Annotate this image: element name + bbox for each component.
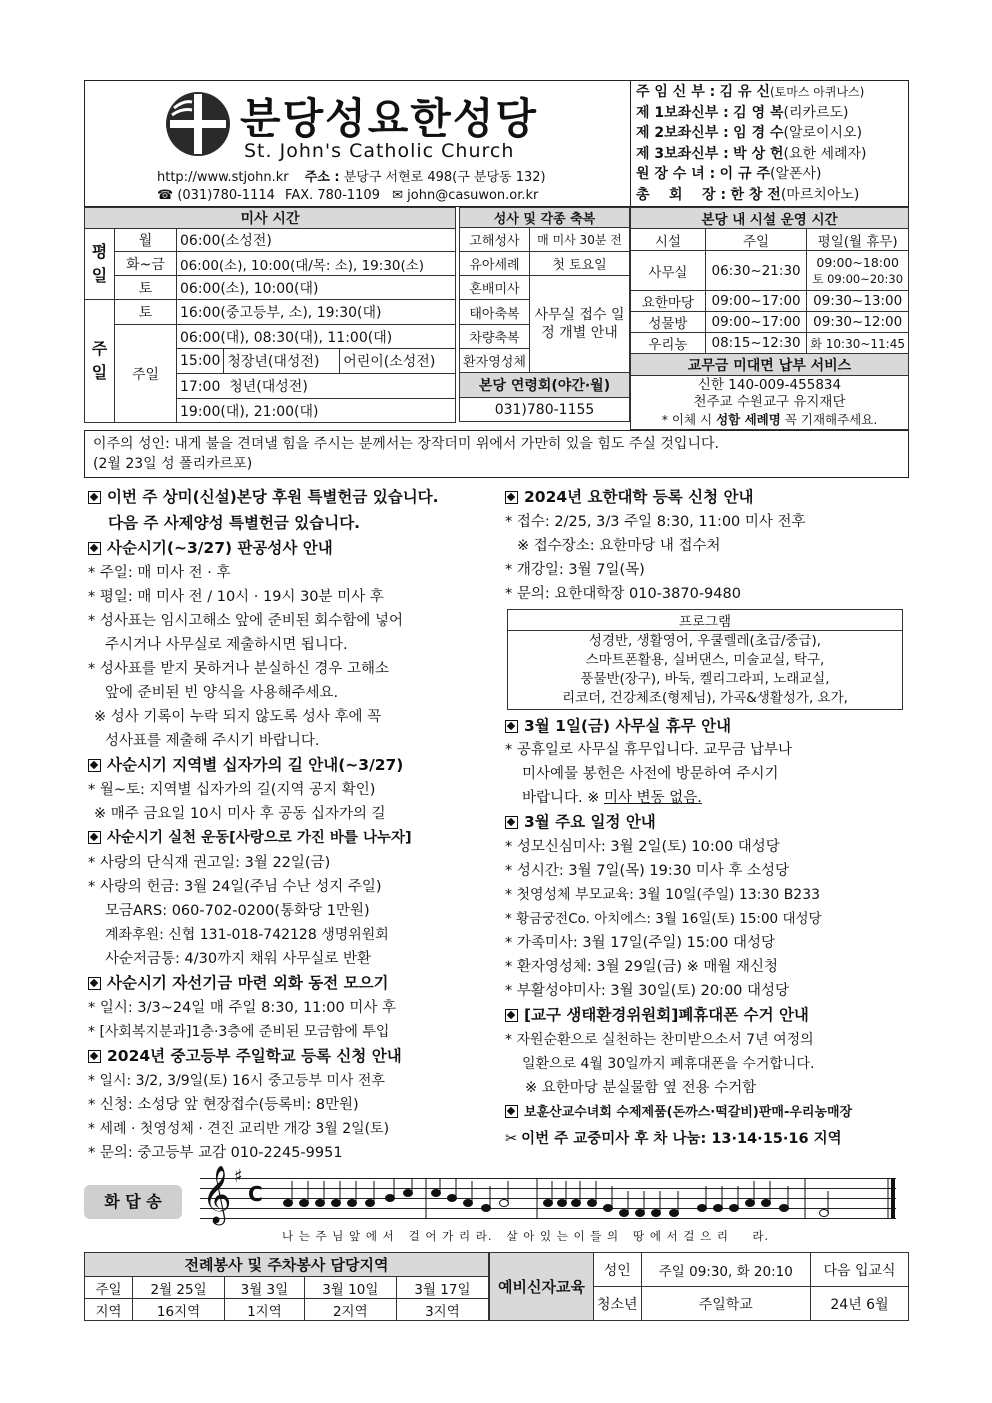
notice-item: 일환으로 4월 30일까지 폐휴대폰을 수거합니다.: [522, 1056, 815, 1072]
facility-header: 시설: [631, 229, 706, 251]
email-link[interactable]: john@casuwon.or.kr: [407, 188, 539, 203]
sacrament-time: 매 미사 30분 전: [530, 228, 630, 252]
notice-item: * [사회복지분과]1층·3층에 준비된 모금함에 투입: [88, 1024, 390, 1040]
mass-day: 토: [115, 300, 177, 325]
notice-heading: 2024년 중고등부 주일학교 등록 신청 안내: [88, 1044, 483, 1069]
donation-note: * 이체 시 성함 세례명 꼭 기재해주세요.: [661, 412, 878, 427]
mass-time: 19:00(대), 21:00(대): [177, 399, 456, 423]
contact-line-2: [157, 188, 538, 203]
notice-item: * 첫영성체 부모교육: 3월 10일(주일) 13:30 B233: [505, 887, 821, 903]
duty-area: 16지역: [133, 1299, 225, 1321]
music-note-icon: [730, 1205, 739, 1212]
music-note-icon: [448, 1195, 457, 1202]
notice-item: 바랍니다. ※ 미사 변동 없음.: [522, 790, 702, 806]
facility-hours: 06:30~21:30: [705, 251, 807, 291]
duty-date: 3월 3일: [225, 1277, 305, 1299]
phone: (031)780-1114: [177, 188, 275, 203]
phone-icon: ☎: [157, 188, 174, 203]
mail-icon: ✉: [392, 188, 404, 203]
notice-item: 앞에 준비된 빈 양식을 사용해주세요.: [105, 685, 339, 701]
music-note-icon: [572, 1200, 581, 1207]
website-link[interactable]: http://www.stjohn.kr: [157, 170, 289, 185]
donation-holder: 천주교 수원교구 유지재단: [693, 394, 846, 410]
duty-date: 2월 25일: [133, 1277, 225, 1299]
music-note-icon: [780, 1205, 789, 1212]
notice-icon: [88, 491, 101, 504]
music-note-icon: [284, 1200, 293, 1207]
catechumen-label: 예비신자교육: [490, 1253, 594, 1321]
facility-name: 우리농: [631, 333, 706, 354]
notice-heading: 2024년 요한대학 등록 신청 안내: [505, 484, 905, 510]
clergy-row: 원 장 수 녀 : 이 규 주(알폰사): [636, 166, 822, 182]
catechumen-group: 성인: [594, 1253, 642, 1287]
music-note-icon: [432, 1190, 441, 1197]
contact-line-1: [157, 166, 546, 185]
duty-area: 3지역: [396, 1299, 488, 1321]
notice-heading: 3월 주요 일정 안내: [505, 810, 905, 835]
church-title: 분당성요한성당: [240, 94, 539, 143]
music-note-icon: [366, 1200, 375, 1207]
facility-header: 주일: [705, 229, 807, 251]
notice-icon: [88, 542, 101, 555]
mass-time: 06:00(소), 10:00(대): [177, 276, 456, 300]
duty-date: 3월 17일: [396, 1277, 488, 1299]
notice-item: * 월~토: 지역별 십자가의 길(지역 공지 확인): [88, 782, 376, 798]
mass-title: 미사 시간: [85, 208, 456, 229]
notice-icon: [88, 1050, 101, 1063]
music-note-icon: [762, 1200, 771, 1207]
notice-item: * 주일: 매 미사 전 · 후: [88, 565, 231, 581]
notice-item: * 성시간: 3월 7일(목) 19:30 미사 후 소성당: [505, 863, 790, 879]
program-table: [507, 609, 903, 710]
mass-time: 17:00 청년(대성전): [177, 374, 456, 399]
music-note-icon: [544, 1200, 553, 1207]
notice-item: ※ 요한마당 분실물함 옆 전용 수거함: [525, 1080, 757, 1096]
clergy-list: [636, 82, 867, 205]
saint-quote: 이주의 성인: 내게 불을 견뎌낼 힘을 주시는 분께서는 장작더미 위에서 가만히 있을 힘도 주실 것입니다.: [93, 436, 719, 452]
duty-table: [84, 1252, 489, 1321]
donation-bank: 신한 140-009-455834: [697, 377, 842, 393]
mass-time: 청장년(대성전): [224, 349, 340, 373]
funeral-contact-title: 본당 연령회(야간·월): [460, 373, 630, 398]
notice-item: 계좌후원: 신협 131-018-742128 생명위원회: [105, 927, 389, 943]
catechumen-time: 주일학교: [641, 1287, 810, 1321]
sacrament-name: 차량축복: [460, 325, 530, 349]
facility-hours: 09:30~13:00: [807, 291, 909, 312]
music-note-icon: [558, 1200, 567, 1207]
facility-hours: 09:00~17:00: [705, 291, 807, 312]
music-note-icon: [698, 1205, 707, 1212]
notice-icon: [505, 720, 518, 733]
clergy-row: 총 회 장 : 한 창 전(마르치아노): [636, 186, 860, 203]
notice-item: * 개강일: 3월 7일(목): [505, 562, 645, 578]
notice-icon: [88, 977, 101, 990]
notice-heading: 이번 주 상미(신설)본당 후원 특별헌금 있습니다.: [88, 484, 483, 510]
music-note-icon: [500, 1200, 509, 1207]
notice-item: ※ 매주 금요일 10시 미사 후 공동 십자가의 길: [94, 806, 386, 822]
clergy-row: 제 1보좌신부 : 김 영 복(리카르도): [636, 104, 849, 121]
catechumen-table: [489, 1252, 909, 1321]
program-title: 프로그램: [508, 610, 903, 631]
notice-heading: 보훈산교수녀회 수제제품(돈까스·떡갈비)판매-우리농매장: [505, 1100, 905, 1126]
notice-heading: 사순시기 자선기금 마련 외화 동전 모으기: [88, 971, 483, 996]
music-note-icon: [746, 1200, 755, 1207]
notice-item: * 문의: 중고등부 교감 010-2245-9951: [88, 1145, 343, 1161]
notice-item: ※ 접수장소: 요한마당 내 접수처: [517, 538, 721, 554]
notice-item: * 환자영성체: 3월 29일(금) ※ 매월 재신청: [505, 959, 779, 975]
music-note-icon: [636, 1210, 645, 1217]
notice-item: * 황금궁전Co. 아치에스: 3월 16일(토) 15:00 대성당: [505, 911, 822, 927]
mass-day: 월: [115, 229, 177, 252]
clergy-row: 주 임 신 부 : 김 유 신(토마스 아퀴나스): [636, 84, 865, 100]
psalm-lyrics: 나 는 주 님 앞 에 서 걸 어 가 리 라. 살 아 있 는 이 들 의 땅 에 서 걸 으 리 라.: [282, 1229, 770, 1243]
notice-item: * 일시: 3/3~24일 매 주일 8:30, 11:00 미사 후: [88, 1000, 396, 1016]
notes-icon: [200, 1178, 896, 1218]
facility-hours: 08:15~12:30: [705, 333, 807, 354]
music-note-icon: [464, 1200, 473, 1207]
notice-item: * 접수: 2/25, 3/3 주일 8:30, 11:00 미사 전후: [505, 514, 806, 530]
notice-item: * 성사표를 받지 못하거나 분실하신 경우 고해소: [88, 661, 390, 677]
catechumen-time: 주일 09:30, 화 20:10: [641, 1253, 810, 1287]
facility-hours: 09:30~12:00: [807, 312, 909, 333]
right-column: [505, 484, 905, 1152]
facility-hours: 09:00~17:00: [705, 312, 807, 333]
music-note-icon: [386, 1195, 395, 1202]
mass-time: 06:00(대), 08:30(대), 11:00(대): [177, 325, 456, 349]
music-note-icon: [300, 1200, 309, 1207]
music-note-icon: [714, 1205, 723, 1212]
notice-item: * 세례 · 첫영성체 · 견진 교리반 개강 3월 2일(토): [88, 1121, 390, 1137]
scissors-icon: ✂: [505, 1131, 518, 1147]
notice-heading: 사순시기(~3/27) 판공성사 안내: [88, 536, 483, 561]
notice-item: 성사표를 제출해 주시기 바랍니다.: [105, 733, 320, 749]
notice-item: * 문의: 요한대학장 010-3870-9480: [505, 586, 741, 602]
music-note-icon: [620, 1210, 629, 1217]
notice-item: * 신청: 소성당 앞 현장접수(등록비: 8만원): [88, 1097, 359, 1113]
notice-icon: [505, 816, 518, 829]
facility-hours: 09:00~18:00 토 09:00~20:30: [807, 251, 909, 291]
mass-time: 어린이(소성전): [343, 354, 436, 370]
facility-name: 요한마당: [631, 291, 706, 312]
catechumen-group: 청소년: [594, 1287, 642, 1321]
notice-icon: [505, 1105, 518, 1118]
treble-clef-icon: 𝄞: [202, 1165, 232, 1223]
clergy-row: 제 3보좌신부 : 박 상 헌(요한 세례자): [636, 145, 867, 162]
sacrament-name: 고해성사: [460, 228, 530, 252]
saint-name: (2월 23일 성 폴리카르포): [93, 456, 253, 472]
mass-time: 06:00(소), 10:00(대/목: 소), 19:30(소): [177, 252, 456, 276]
notice-heading: 3월 1일(금) 사무실 휴무 안내: [505, 714, 905, 738]
notice-item: * 부활성야미사: 3월 30일(토) 20:00 대성당: [505, 983, 790, 999]
sunday-label: 주일: [85, 300, 115, 423]
donation-title: 교무금 미대면 납부 서비스: [631, 354, 909, 376]
notice-heading: ✂ 이번 주 교중미사 후 차 나눔: 13·14·15·16 지역: [505, 1131, 842, 1147]
duty-row-label: 지역: [85, 1299, 133, 1321]
notice-icon: [505, 1009, 518, 1022]
sharp-icon: ♯: [234, 1166, 243, 1187]
saint-box: [84, 430, 909, 478]
notice-item: * 자원순환으로 실천하는 찬미받으소서 7년 여정의: [505, 1032, 814, 1048]
next-entry-date: 24년 6월: [811, 1287, 909, 1321]
music-notes: [200, 1178, 896, 1218]
notice-item: 미사예물 봉헌은 사전에 방문하여 주시기: [522, 766, 779, 782]
facility-hours: 화 10:30~11:45: [807, 333, 909, 354]
funeral-contact-phone: 031)780-1155: [460, 398, 630, 422]
church-logo-icon: [162, 88, 234, 160]
donation-info: [631, 376, 909, 430]
sacrament-name: 태아축복: [460, 300, 530, 325]
duty-row-label: 주일: [85, 1277, 133, 1299]
next-entry-label: 다음 입교식: [811, 1253, 909, 1287]
facility-title: 본당 내 시설 운영 시간: [631, 208, 909, 229]
sacrament-title: 성사 및 각종 축복: [460, 208, 630, 228]
clergy-row: 제 2보좌신부 : 임 경 수(알로이시오): [636, 125, 863, 141]
notice-item: 주시거나 사무실로 제출하시면 됩니다.: [105, 637, 348, 653]
facility-name: 사무실: [631, 251, 706, 291]
music-staff: [200, 1165, 896, 1223]
notice-item: * 공휴일로 사무실 휴무입니다. 교무금 납부나: [505, 742, 793, 758]
music-note-icon: [316, 1200, 325, 1207]
sacrament-table: [459, 207, 630, 422]
notice-item: * 일시: 3/2, 3/9일(토) 16시 중고등부 미사 전후: [88, 1073, 385, 1089]
mass-time: 15:00: [177, 349, 224, 373]
notice-icon: [505, 491, 518, 504]
notice-item: * 성사표는 임시고해소 앞에 준비된 회수함에 넣어: [88, 613, 404, 629]
music-note-icon: [482, 1205, 491, 1212]
duty-area: 2지역: [304, 1299, 396, 1321]
notice-heading: 사순시기 실천 운동[사랑으로 가진 바를 나누자]: [88, 826, 483, 851]
music-note-icon: [348, 1200, 357, 1207]
music-note-icon: [604, 1205, 613, 1212]
fax: FAX. 780-1109: [285, 188, 380, 203]
sacrament-time: 첫 토요일: [530, 252, 630, 276]
sacrament-office-note: 사무실 접수 일정 개별 안내: [530, 276, 630, 373]
facility-header: 평일(월 휴무): [807, 229, 909, 251]
duty-area: 1지역: [225, 1299, 305, 1321]
music-note-icon: [652, 1210, 661, 1217]
clergy-divider: [630, 80, 631, 207]
notice-heading: [교구 생태환경위원회]폐휴대폰 수거 안내: [505, 1003, 905, 1028]
address: 분당구 서현로 498(구 분당동 132): [343, 170, 546, 185]
notice-icon: [88, 759, 101, 772]
music-note-icon: [588, 1200, 597, 1207]
notice-heading-cont: 다음 주 사제양성 특별헌금 있습니다.: [108, 514, 361, 532]
time-signature-icon: C: [248, 1182, 263, 1206]
music-note-icon: [332, 1200, 341, 1207]
notice-item: * 성모신심미사: 3월 2일(토) 10:00 대성당: [505, 839, 780, 855]
notice-item: * 사랑의 단식재 권고일: 3월 22일(금): [88, 855, 331, 871]
mass-time: 06:00(소성전): [177, 229, 456, 252]
address-label: 주소 :: [304, 170, 340, 185]
notice-item: 모금ARS: 060-702-0200(통화당 1만원): [105, 903, 370, 919]
weekday-label: 평일: [85, 229, 115, 300]
psalm-label: 화 답 송: [84, 1185, 182, 1219]
sacrament-name: 유아세례: [460, 252, 530, 276]
music-note-icon: [820, 1210, 829, 1217]
duty-date: 3월 10일: [304, 1277, 396, 1299]
mass-table: [84, 207, 456, 423]
notice-item: ※ 성사 기록이 누락 되지 않도록 성사 후에 꼭: [94, 709, 382, 725]
mass-day: 주일: [115, 325, 177, 423]
notice-icon: [88, 831, 101, 844]
notice-item: * 사랑의 헌금: 3월 24일(주님 수난 성지 주일): [88, 879, 382, 895]
sacrament-name: 환자영성체: [460, 349, 530, 373]
church-subtitle: St. John's Catholic Church: [244, 140, 515, 162]
notice-item: * 평일: 매 미사 전 / 10시 · 19시 30분 미사 후: [88, 589, 384, 605]
music-note-icon: [670, 1210, 679, 1217]
mass-day: 토: [115, 276, 177, 300]
notice-heading: 사순시기 지역별 십자가의 길 안내(~3/27): [88, 753, 483, 778]
mass-time: 16:00(중고등부, 소), 19:30(대): [177, 300, 456, 325]
mass-day: 화~금: [115, 252, 177, 276]
notice-item: 사순저금통: 4/30까지 채워 사무실로 반환: [105, 951, 371, 967]
program-list: 성경반, 생활영어, 우쿨렐레(초급/중급), 스마트폰활용, 실버댄스, 미술교실, 탁구, 풍물반(장구), 바둑, 켈리그라피, 노래교실, 리코더, 건강체조(형제님), 가곡&생활성가, 요가,: [508, 631, 903, 710]
sacrament-name: 혼배미사: [460, 276, 530, 300]
music-note-icon: [404, 1190, 413, 1197]
duty-title: 전례봉사 및 주차봉사 담당지역: [85, 1253, 489, 1277]
left-column: [88, 484, 483, 1165]
facility-table: [630, 207, 909, 430]
facility-name: 성물방: [631, 312, 706, 333]
notice-item: * 가족미사: 3월 17일(주일) 15:00 대성당: [505, 935, 776, 951]
